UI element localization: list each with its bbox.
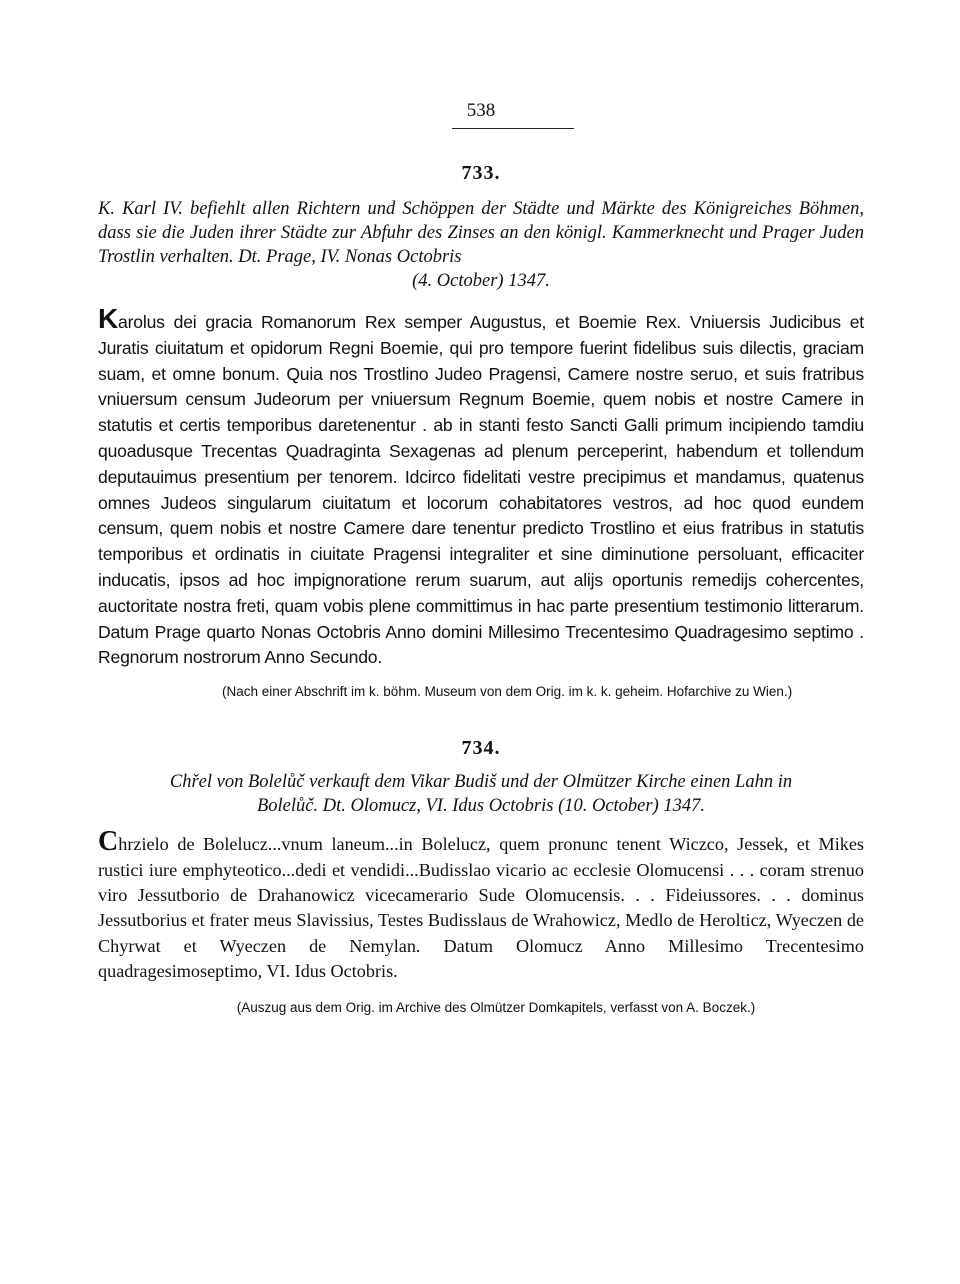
- regest-date: (4. October) 1347.: [412, 271, 550, 291]
- page-number-rule: [452, 128, 574, 129]
- document-text-body: hrzielo de Bolelucz...vnum laneum...in Bolelucz, quem pronunc tenent Wiczco, Jessek, et Mikes rustici iure emphyteotico...dedi et vendidi...Budisslao vicario ac ecclesie Olomucensi . . . coram strenuo viro Jessutborio de Drahanowicz vicecamerario Sude Olomucensis. . . Fideiussores. . . dominus Jessutborius et frater meus Slavissius, Testes Budisslaus de Wrahowicz, Medlo de Herolticz, Wyeczen de Chyrwat et Wyeczen de Nemylan. Datum Olomucz Anno Millesimo Trecentesimo quadragesimoseptimo, VI. Idus Octobris.: [98, 834, 864, 982]
- document-text-body: arolus dei gracia Romanorum Rex semper Augustus, et Boemie Rex. Vniuersis Judicibus et Juratis ciuitatum et opidorum Regni Boemie, qui pro tempore fuerint fidelibus suis dilectis, graciam suam, et omne bonum. Quia nos Trostlino Judeo Pragensi, Camere nostre seruo, et suis fratribus vniuersum censum Judeorum per vniuersum Regnum Boemie, quem nobis et nostre Camere in statutis et certis temporibus daretenentur . ab in stanti festo Sancti Galli primum incipiendo tamdiu quoadusque Trecentas Quadraginta Sexagenas ad plenum perceperint, habendum et tollendum deputauimus presentium per tenorem. Idcirco fidelitati vestre precipimus et mandamus, quatenus omnes Judeos singularum ciuitatum et locorum cohabitatores vestros, ad hoc quod eundem censum, quem nobis et nostre Camere dare tenentur predicto Trostlino et eius fratribus in statutis temporibus et ordinatis in ciuitate Pragensi integraliter et sine diminutione persoluant, efficaciter inducatis, ipsos ad hoc impignoratione rerum suarum, aut alijs oportunis remedijs cohercentes, auctoritate nostra freti, quam vobis plene committimus in hac parte presentium testimonio litterarum. Datum Prage quarto Nonas Octobris Anno domini Millesimo Trecentesimo Quadragesimo septimo . Regnorum nostrorum Anno Secundo.: [98, 312, 864, 668]
- document-number: 734.: [461, 737, 501, 760]
- regest-text: Chřel von Bolelůč verkauft dem Vikar Budiš und der Olmützer Kirche einen Lahn in: [169, 772, 793, 793]
- source-note: (Nach einer Abschrift im k. böhm. Museum von dem Orig. im k. k. geheim. Hofarchive zu Wien.): [222, 684, 793, 700]
- source-note: (Auszug aus dem Orig. im Archive des Olmützer Domkapitels, verfasst von A. Boczek.): [236, 999, 756, 1015]
- document-page: [98, 100, 864, 1018]
- document-text: [98, 303, 864, 671]
- initial-letter: K: [98, 303, 119, 334]
- regest-text: K. Karl IV. befiehlt allen Richtern und Schöppen der Städte und Märkte des Königreiches Böhmen, dass sie die Juden ihrer Städte zur Abfuhr des Zinses an den königl. Kammerknecht und Prager Juden Trostlin verhalten. Dt. Prage, IV. Nonas Octobris: [98, 199, 864, 267]
- document-regest: [98, 197, 864, 293]
- initial-letter: C: [98, 826, 119, 858]
- document-text: [98, 826, 864, 984]
- document-regest: [98, 770, 864, 818]
- page-number: 538: [466, 100, 496, 121]
- regest-date: Bolelůč. Dt. Olomucz, VI. Idus Octobris (10. October) 1347.: [256, 796, 706, 817]
- document-number: 733.: [461, 162, 501, 184]
